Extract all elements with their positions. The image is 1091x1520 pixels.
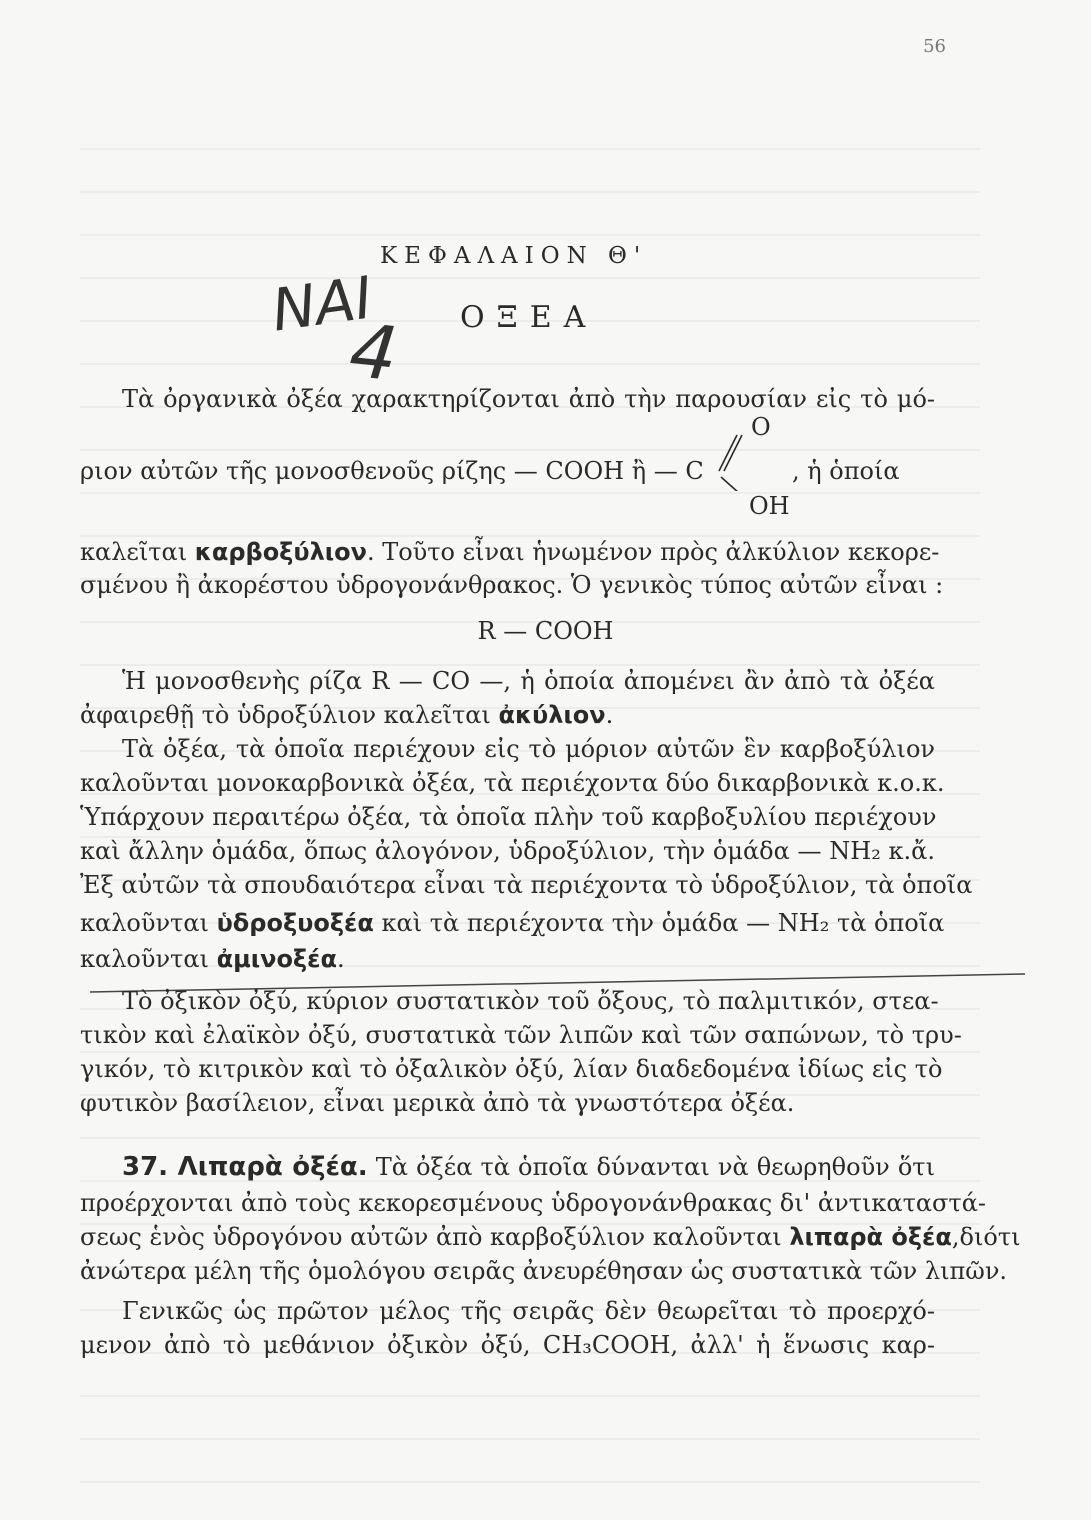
p2-l2-post: . — [605, 701, 614, 729]
section-37-line-3 — [80, 1222, 1021, 1252]
section-37-line-5: Γενικῶς ὡς πρῶτον μέλος τῆς σειρᾶς δὲν θεωρεῖται τὸ προερχό- — [122, 1297, 935, 1325]
handwritten-number: 4 — [345, 307, 402, 399]
p3-line-5: Ἐξ αὐτῶν τὰ σπουδαιότερα εἶναι τὰ περιέχοντα τὸ ὑδροξύλιον, τὰ ὁποῖα — [80, 871, 973, 899]
p3-l7-post: . — [336, 945, 345, 973]
term-acyl: ἀκύλιον — [498, 701, 606, 729]
p4-line-4: φυτικὸν βασίλειον, εἶναι μερικὰ ἀπὸ τὰ γνωστότερα ὀξέα. — [80, 1089, 795, 1117]
intro-l3-pre: καλεῖται — [80, 538, 188, 566]
p3-line-6 — [80, 908, 945, 938]
section-37-line-4: ἀνώτερα μέλη τῆς ὁμολόγου σειρᾶς ἀνευρέθησαν ὡς συστατικὰ τῶν λιπῶν. — [80, 1257, 1008, 1285]
p3-l6-pre: καλοῦνται — [80, 909, 209, 937]
section-37-line-2: προέρχονται ἀπὸ τοὺς κεκορεσμένους ὑδρογονάνθρακας δι' ἀντικαταστά- — [80, 1189, 987, 1217]
general-formula: R — COOH — [477, 617, 614, 645]
intro-line-2-end: , ἡ ὁποία — [792, 457, 900, 485]
intro-line-2-text: ριον αὐτῶν τῆς μονοσθενοῦς ρίζης — COOH ἢ — C — [80, 457, 704, 485]
p4-line-1: Τὸ ὀξικὸν ὀξύ, κύριον συστατικὸν τοῦ ὄξους, τὸ παλμιτικόν, στεα- — [122, 987, 939, 1015]
carboxyl-bonds — [715, 431, 755, 491]
page-number: 56 — [923, 36, 946, 57]
page-title: ΟΞΕΑ — [460, 300, 598, 335]
p3-line-7 — [80, 944, 935, 974]
p3-line-4: καὶ ἄλλην ὁμάδα, ὅπως ἀλογόνον, ὑδροξύλιον, τὴν ὁμάδα — NH₂ κ.ἄ. — [80, 837, 935, 865]
formula-oxygen: O — [751, 413, 771, 441]
section-37-line-1 — [80, 1152, 935, 1182]
p2-line-2 — [80, 700, 935, 730]
intro-line-4: σμένου ἢ ἀκορέστου ὑδρογονάνθρακος. Ὁ γενικὸς τύπος αὐτῶν εἶναι : — [80, 571, 944, 599]
intro-line-2 — [80, 456, 935, 486]
handwritten-annotation: ΝΑΙ — [267, 263, 377, 345]
p3-line-1: Τὰ ὀξέα, τὰ ὁποῖα περιέχουν εἰς τὸ μόριον αὐτῶν ἓν καρβοξύλιον — [122, 735, 935, 763]
p4-line-2: τικὸν καὶ ἐλαϊκὸν ὀξύ, συστατικὰ τῶν λιπῶν καὶ τῶν σαπώνων, τὸ τρυ- — [80, 1021, 962, 1049]
intro-l3-post: . Τοῦτο εἶναι ἡνωμένον πρὸς ἀλκύλιον κεκορε- — [366, 538, 940, 566]
p3-l6-post: καὶ τὰ περιέχοντα τὴν ὁμάδα — NH₂ τὰ ὁποῖα — [381, 909, 945, 937]
section-37-line-6: μενον ἀπὸ τὸ μεθάνιον ὀξικὸν ὀξύ, CH₃COOH, ἀλλ' ἡ ἕνωσις καρ- — [80, 1331, 935, 1359]
p3-l7-pre: καλοῦνται — [80, 945, 209, 973]
formula-hydroxyl: OH — [749, 492, 790, 520]
p3-line-3: Ὑπάρχουν περαιτέρω ὀξέα, τὰ ὁποῖα πλὴν τοῦ καρβοξυλίου περιέχουν — [80, 803, 937, 831]
p3-line-2: καλοῦνται μονοκαρβονικὰ ὀξέα, τὰ περιέχοντα δύο δικαρβονικὰ κ.ο.κ. — [80, 769, 945, 797]
p2-line-1: Ἡ μονοσθενὴς ρίζα R — CO —, ἡ ὁποία ἀπομένει ἂν ἀπὸ τὰ ὀξέα — [122, 667, 935, 695]
chapter-heading: ΚΕΦΑΛΑΙΟΝ Θ' — [380, 243, 648, 269]
section-37-heading: 37. Λιπαρὰ ὀξέα. — [122, 1152, 368, 1182]
section-37-l1-text: Τὰ ὀξέα τὰ ὁποῖα δύνανται νὰ θεωρηθοῦν ὅτι — [375, 1153, 935, 1181]
term-carboxyl: καρβοξύλιον — [194, 538, 367, 566]
section-37-l3-pre: σεως ἑνὸς ὑδρογόνου αὐτῶν ἀπὸ καρβοξύλιον καλοῦνται — [80, 1223, 782, 1251]
term-amino-acids: ἀμινοξέα — [216, 945, 337, 973]
intro-line-3 — [80, 537, 940, 567]
section-37-l3-post: ,διότι — [951, 1223, 1021, 1251]
p2-l2-pre: ἀφαιρεθῇ τὸ ὑδροξύλιον καλεῖται — [80, 701, 491, 729]
intro-line-1: Τὰ ὀργανικὰ ὀξέα χαρακτηρίζονται ἀπὸ τὴν παρουσίαν εἰς τὸ μό- — [122, 385, 935, 413]
p4-line-3: γικόν, τὸ κιτρικὸν καὶ τὸ ὀξαλικὸν ὀξύ, λίαν διαδεδομένα ἰδίως εἰς τὸ — [80, 1055, 943, 1083]
term-fatty-acids: λιπαρὰ ὀξέα — [789, 1223, 952, 1251]
term-hydroxy-acids: ὑδροξυοξέα — [216, 909, 374, 937]
